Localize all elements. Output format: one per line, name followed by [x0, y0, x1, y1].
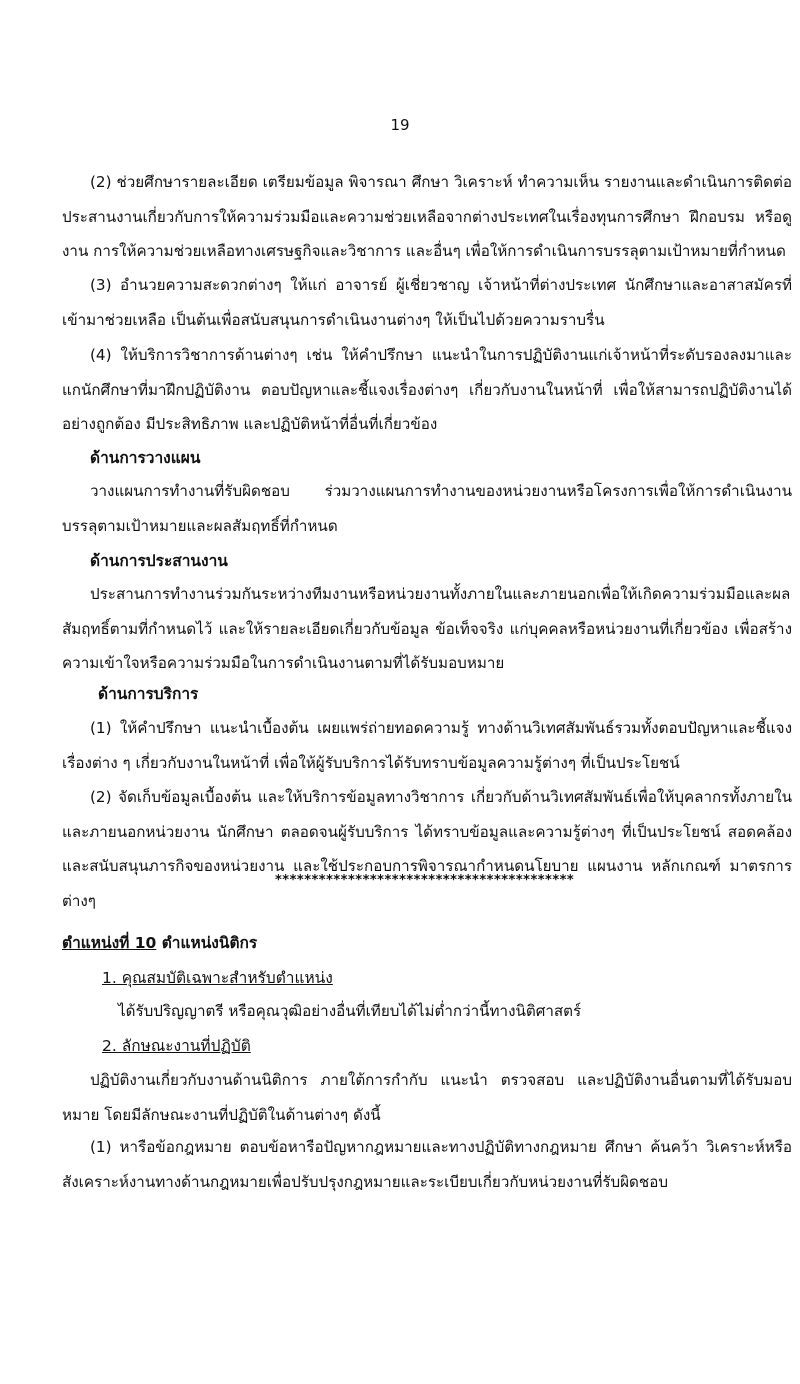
heading-service: ด้านการบริการ — [98, 685, 199, 703]
work-item-1: (1) หารือข้อกฎหมาย ตอบข้อหารือปัญหากฎหมายและทางปฏิบัติทางกฎหมาย ศึกษา ค้นคว้า วิเคราะห์หรือสังเคราะห์งานทางด้านกฎหมายเพื่อปรับปรุงกฎหมายและระเบียบเกี่ยวกับหน่วยงานที่รับผิดชอบ — [62, 1138, 792, 1191]
service-item-2: (2) จัดเก็บข้อมูลเบื้องต้น และให้บริการข้อมูลทางวิชาการ เกี่ยวกับด้านวิเทศสัมพันธ์เพื่อให้บุคลากรทั้งภายในและภายนอกหน่วยงาน นักศึกษา ตลอดจนผู้รับบริการ ได้ทราบข้อมูลและความรู้ต่างๆ ที่เป็นประโยชน์ สอดคล้องและสนับสนุนภารกิจของหน่วยงาน และใช้ประกอบการพิจารณากำหนดนโยบาย แผนงาน หลักเกณฑ์ มาตรการต่างๆ — [62, 788, 792, 910]
position-10-title — [62, 926, 257, 960]
qualification-heading-text: 1. คุณสมบัติเฉพาะสำหรับตำแหน่ง — [102, 969, 333, 987]
work-heading-text: 2. ลักษณะงานที่ปฏิบัติ — [102, 1037, 251, 1055]
heading-planning: ด้านการวางแผน — [90, 449, 201, 467]
position-number: ตำแหน่งที่ 10 — [62, 934, 157, 952]
qualification-heading — [102, 961, 333, 995]
paragraph-2: (2) ช่วยศึกษารายละเอียด เตรียมข้อมูล พิจารณา ศึกษา วิเคราะห์ ทำความเห็น รายงานและดำเนินการติดต่อประสานงานเกี่ยวกับการให้ความร่วมมือและความช่วยเหลือจากต่างประเทศในเรื่องทุนการศึกษา ฝึกอบรม หรือดูงาน การให้ความช่วยเหลือทางเศรษฐกิจและวิชาการ และอื่นๆ เพื่อให้การดำเนินการบรรลุตามเป้าหมายที่กำหนด — [62, 173, 792, 260]
paragraph-3: (3) อำนวยความสะดวกต่างๆ ให้แก่ อาจารย์ ผู้เชี่ยวชาญ เจ้าหน้าที่ต่างประเทศ นักศึกษาและอาสาสมัครที่เข้ามาช่วยเหลือ เป็นต้นเพื่อสนับสนุนการดำเนินงานต่างๆ ให้เป็นไปด้วยความราบรื่น — [62, 276, 792, 329]
work-text: ปฏิบัติงานเกี่ยวกับงานด้านนิติการ ภายใต้การกำกับ แนะนำ ตรวจสอบ และปฏิบัติงานอื่นตามที่ได้รับมอบหมาย โดยมีลักษณะงานที่ปฏิบัติในด้านต่างๆ ดังนี้ — [62, 1071, 792, 1124]
heading-coordination: ด้านการประสานงาน — [90, 552, 228, 570]
work-heading — [102, 1029, 251, 1063]
position-name: ตำแหน่งนิติกร — [156, 934, 258, 952]
planning-text: วางแผนการทำงานที่รับผิดชอบ ร่วมวางแผนการทำงานของหน่วยงานหรือโครงการเพื่อให้การดำเนินงานบรรลุตามเป้าหมายและผลสัมฤทธิ์ที่กำหนด — [62, 482, 792, 535]
qualification-text: ได้รับปริญญาตรี หรือคุณวุฒิอย่างอื่นที่เทียบได้ไม่ต่ำกว่านี้ทางนิติศาสตร์ — [118, 1002, 582, 1020]
service-item-1: (1) ให้คำปรึกษา แนะนำเบื้องต้น เผยแพร่ถ่ายทอดความรู้ ทางด้านวิเทศสัมพันธ์รวมทั้งตอบปัญหาและชี้แจงเรื่องต่าง ๆ เกี่ยวกับงานในหน้าที่ เพื่อให้ผู้รับบริการได้รับทราบข้อมูลความรู้ต่างๆ ที่เป็นประโยชน์ — [62, 719, 792, 772]
page-number: 19 — [390, 116, 410, 134]
coordination-text: ประสานการทำงานร่วมกันระหว่างทีมงานหรือหน่วยงานทั้งภายในและภายนอกเพื่อให้เกิดความร่วมมือและผลสัมฤทธิ์ตามที่กำหนดไว้ และให้รายละเอียดเกี่ยวกับข้อมูล ข้อเท็จจริง แก่บุคคลหรือหน่วยงานที่เกี่ยวข้อง เพื่อสร้างความเข้าใจหรือความร่วมมือในการดำเนินงานตามที่ได้รับมอบหมาย — [62, 585, 792, 672]
paragraph-4: (4) ให้บริการวิชาการด้านต่างๆ เช่น ให้คำปรึกษา แนะนำในการปฏิบัติงานแก่เจ้าหน้าที่ระดับรองลงมาและแกนักศึกษาที่มาฝึกปฏิบัติงาน ตอบปัญหาและชี้แจงเรื่องต่างๆ เกี่ยวกับงานในหน้าที่ เพื่อให้สามารถปฏิบัติงานได้อย่างถูกต้อง มีประสิทธิภาพ และปฏิบัติหน้าที่อื่นที่เกี่ยวข้อง — [62, 346, 792, 433]
separator-line: ***************************************** — [275, 873, 575, 888]
